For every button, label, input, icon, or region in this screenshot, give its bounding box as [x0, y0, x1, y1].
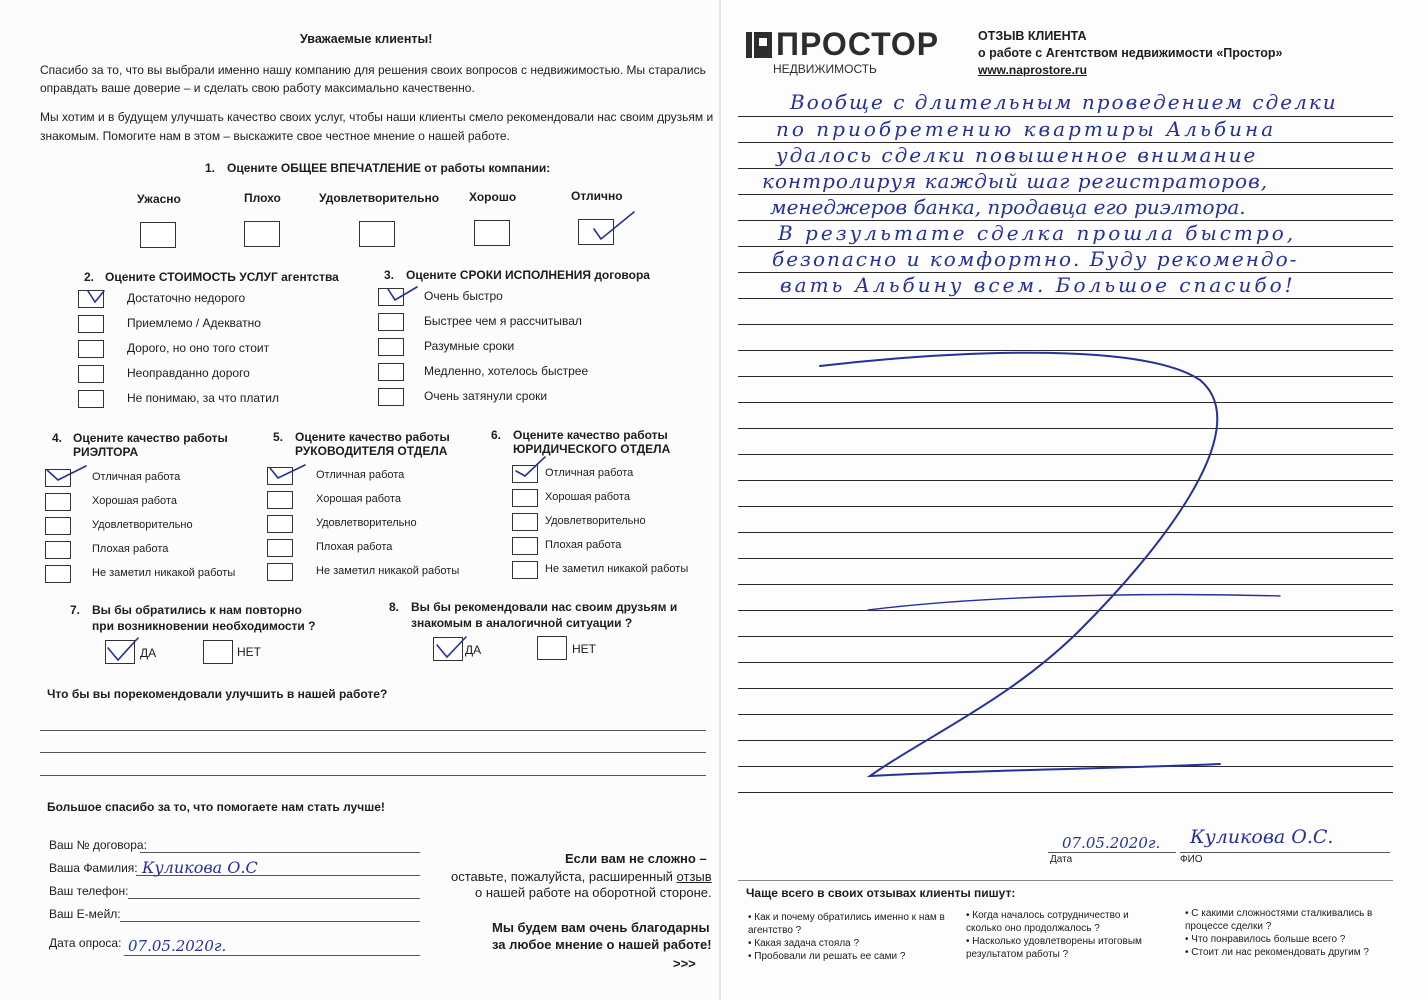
check-icon: [88, 291, 104, 302]
q6-option-label: Хорошая работа: [545, 491, 630, 503]
review-text-line: удалось сделки повышенное внимание: [776, 143, 1258, 167]
q1-option-label: Хорошо: [469, 190, 517, 204]
q5-option-label: Не заметил никакой работы: [316, 565, 460, 577]
q3-option-label: Быстрее чем я рассчитывал: [424, 314, 582, 328]
strike-through-mark: [720, 300, 1428, 800]
ruled-line: [738, 298, 1393, 299]
sign-name-value: Куликова О.С.: [1190, 826, 1334, 848]
intro-text-2b: знакомым. Помогите нам в этом – выскажите свое честное мнение о нашей работе.: [40, 129, 510, 143]
q4-option-label: Удовлетворительно: [92, 519, 193, 531]
check-icon: [270, 465, 305, 478]
bullet-icon: •: [748, 912, 752, 923]
bullet-icon: •: [1185, 947, 1189, 958]
bullet-icon: •: [966, 936, 970, 947]
q3-number: 3.: [384, 268, 395, 282]
check-icon: [47, 466, 86, 480]
q5-option-label: Удовлетворительно: [316, 517, 417, 529]
survey-date-label: Дата опроса:: [49, 936, 122, 950]
sign-name-field[interactable]: [1180, 852, 1390, 853]
q3-title: Оцените СРОКИ ИСПОЛНЕНИЯ договора: [406, 268, 650, 282]
tip-bullet: • Что понравилось больше всего ?: [1185, 934, 1346, 945]
check-icon: [516, 457, 545, 476]
tip-bullet: • Когда началось сотрудничество и сколько оно продолжалось ?: [966, 910, 1129, 934]
phone-label: Ваш телефон:: [49, 884, 129, 898]
q1-option-label: Плохо: [244, 191, 281, 205]
review-text-line: по приобретению квартиры Альбина: [776, 117, 1277, 141]
bullet-icon: •: [966, 910, 970, 921]
email-label: Ваш Е-мейл:: [49, 907, 121, 921]
q2-option-label: Неоправданно дорого: [127, 366, 250, 380]
bullet-icon: •: [1185, 934, 1189, 945]
review-link[interactable]: отзыв: [676, 869, 712, 884]
q6-title-2: ЮРИДИЧЕСКОГО ОТДЕЛА: [513, 442, 671, 456]
q6-option-label: Не заметил никакой работы: [545, 563, 689, 575]
q1-option-label: Удовлетворительно: [319, 191, 440, 205]
q2-option-label: Приемлемо / Адекватно: [127, 316, 261, 330]
check-icon: [388, 287, 417, 300]
often-title: Чаще всего в своих отзывах клиенты пишут:: [746, 886, 1016, 900]
bullet-icon: •: [748, 951, 752, 962]
q2-number: 2.: [84, 270, 95, 284]
sign-date-value: 07.05.2020г.: [1062, 834, 1161, 852]
logo-mark-icon: [744, 30, 774, 60]
review-text-line: вать Альбину всем. Большое спасибо!: [780, 273, 1296, 297]
q8-no-label: НЕТ: [572, 642, 596, 656]
bullet-icon: •: [748, 938, 752, 949]
intro-text-1a: Спасибо за то, что вы выбрали именно нашу компанию для решения своих вопросов с недвижимостью. Мы старались: [40, 63, 706, 77]
intro-text-2a: Мы хотим и в будущем улучшать качество своих услуг, чтобы наши клиенты смело рекомендовали нас своим друзьям и: [40, 110, 714, 124]
q5-number: 5.: [273, 430, 284, 444]
arrows-icon: >>>: [673, 956, 696, 971]
q4-title-1: Оцените качество работы: [73, 431, 228, 445]
review-header-subtitle: о работе с Агентством недвижимости «Простор»: [978, 46, 1283, 60]
q5-option-label: Отличная работа: [316, 469, 405, 481]
q2-title: Оцените СТОИМОСТЬ УСЛУГ агентства: [105, 270, 339, 284]
q5-title-1: Оцените качество работы: [295, 430, 450, 444]
callout-line-4: Мы будем вам очень благодарны: [492, 920, 710, 935]
q4-option-label: Хорошая работа: [92, 495, 177, 507]
q3-option-label: Очень затянули сроки: [424, 389, 548, 403]
q5-title-2: РУКОВОДИТЕЛЯ ОТДЕЛА: [295, 444, 448, 458]
review-text-line: Вообще с длительным проведением сделки: [790, 90, 1338, 114]
review-header-title: ОТЗЫВ КЛИЕНТА: [978, 29, 1087, 43]
tip-bullet: • С какими сложностями сталкивались в процессе сделки ?: [1185, 908, 1373, 932]
q4-title-2: РИЭЛТОРА: [73, 445, 139, 459]
q7-title-1: Вы бы обратились к нам повторно: [92, 603, 302, 617]
intro-text-1b: оправдать ваше доверие – и сделать свою работу максимально качественно.: [40, 81, 475, 95]
q5-option-label: Плохая работа: [316, 541, 393, 553]
callout-line-2-text: оставьте, пожалуйста, расширенный: [451, 869, 677, 884]
tip-bullet: • Как и почему обратились именно к нам в агентство ?: [748, 912, 945, 936]
thanks-text: Большое спасибо за то, что помогаете нам стать лучше!: [47, 800, 385, 814]
q1-number: 1.: [205, 161, 216, 175]
q2-option-label: Не понимаю, за что платил: [127, 391, 280, 405]
tip-bullet: • Какая задача стояла ?: [748, 938, 860, 949]
website-link[interactable]: www.naprostore.ru: [978, 63, 1087, 77]
q4-option-label: Плохая работа: [92, 543, 169, 555]
q4-number: 4.: [52, 431, 63, 445]
q4-option-label: Отличная работа: [92, 471, 181, 483]
fio-caption: ФИО: [1180, 854, 1203, 865]
survey-date-value: 07.05.2020г.: [128, 937, 227, 955]
review-text-line: В результате сделка прошла быстро,: [778, 221, 1297, 245]
surname-label: Ваша Фамилия:: [49, 861, 138, 875]
tip-bullet: • Стоит ли нас рекомендовать другим ?: [1185, 947, 1369, 958]
contract-label: Ваш № договора:: [49, 838, 147, 852]
improve-question: Что бы вы порекомендовали улучшить в нашей работе?: [47, 687, 388, 701]
q7-title-2: при возникновении необходимости ?: [92, 619, 316, 633]
q1-option-label: Отлично: [571, 189, 623, 203]
q1-option-label: Ужасно: [137, 192, 181, 206]
q7-number: 7.: [70, 603, 81, 617]
callout-line-3: о нашей работе на оборотной стороне.: [475, 885, 712, 900]
callout-line-1: Если вам не сложно –: [565, 851, 707, 866]
q6-title-1: Оцените качество работы: [513, 428, 668, 442]
q8-title-2: знакомым в аналогичной ситуации ?: [411, 616, 633, 630]
q2-option-label: Достаточно недорого: [127, 291, 246, 305]
q4-option-label: Не заметил никакой работы: [92, 567, 236, 579]
review-text-line: контролируя каждый шаг регистраторов,: [762, 169, 1269, 193]
q3-option-label: Очень быстро: [424, 289, 503, 303]
logo-text: ПРОСТОР: [776, 26, 940, 62]
q5-option-label: Хорошая работа: [316, 493, 401, 505]
sign-date-field[interactable]: [1048, 852, 1176, 853]
footer-divider: [738, 880, 1393, 881]
q3-option-label: Разумные сроки: [424, 339, 515, 353]
q6-number: 6.: [491, 428, 502, 442]
q8-yes-label: ДА: [465, 643, 482, 657]
callout-line-5: за любое мнение о нашей работе!: [492, 937, 712, 952]
review-text-line: безопасно и комфортно. Буду рекомендо-: [772, 247, 1299, 271]
logo-subtitle: НЕДВИЖИМОСТЬ: [773, 62, 877, 76]
q2-option-label: Дорого, но оно того стоит: [127, 341, 270, 355]
q8-title-1: Вы бы рекомендовали нас своим друзьям и: [411, 600, 678, 614]
surname-value: Куликова О.С: [142, 858, 258, 877]
review-text-line: менеджеров банка, продавца его риэлтора.: [770, 195, 1246, 219]
check-icon: [108, 638, 138, 660]
tip-bullet: • Пробовали ли решать ее сами ?: [748, 951, 906, 962]
check-icon: [594, 212, 634, 239]
q6-option-label: Плохая работа: [545, 539, 622, 551]
tip-bullet: • Насколько удовлетворены итоговым результатом работы ?: [966, 936, 1142, 960]
q3-option-label: Медленно, хотелось быстрее: [424, 364, 589, 378]
q7-yes-label: ДА: [140, 646, 157, 660]
bullet-icon: •: [1185, 908, 1189, 919]
check-icon: [437, 637, 466, 657]
q8-number: 8.: [389, 600, 400, 614]
date-caption: Дата: [1050, 854, 1073, 865]
q7-no-label: НЕТ: [237, 645, 261, 659]
q6-option-label: Отличная работа: [545, 467, 634, 479]
q1-title: Оцените ОБЩЕЕ ВПЕЧАТЛЕНИЕ от работы компании:: [227, 161, 551, 175]
q6-option-label: Удовлетворительно: [545, 515, 646, 527]
greeting-title: Уважаемые клиенты!: [300, 32, 433, 46]
